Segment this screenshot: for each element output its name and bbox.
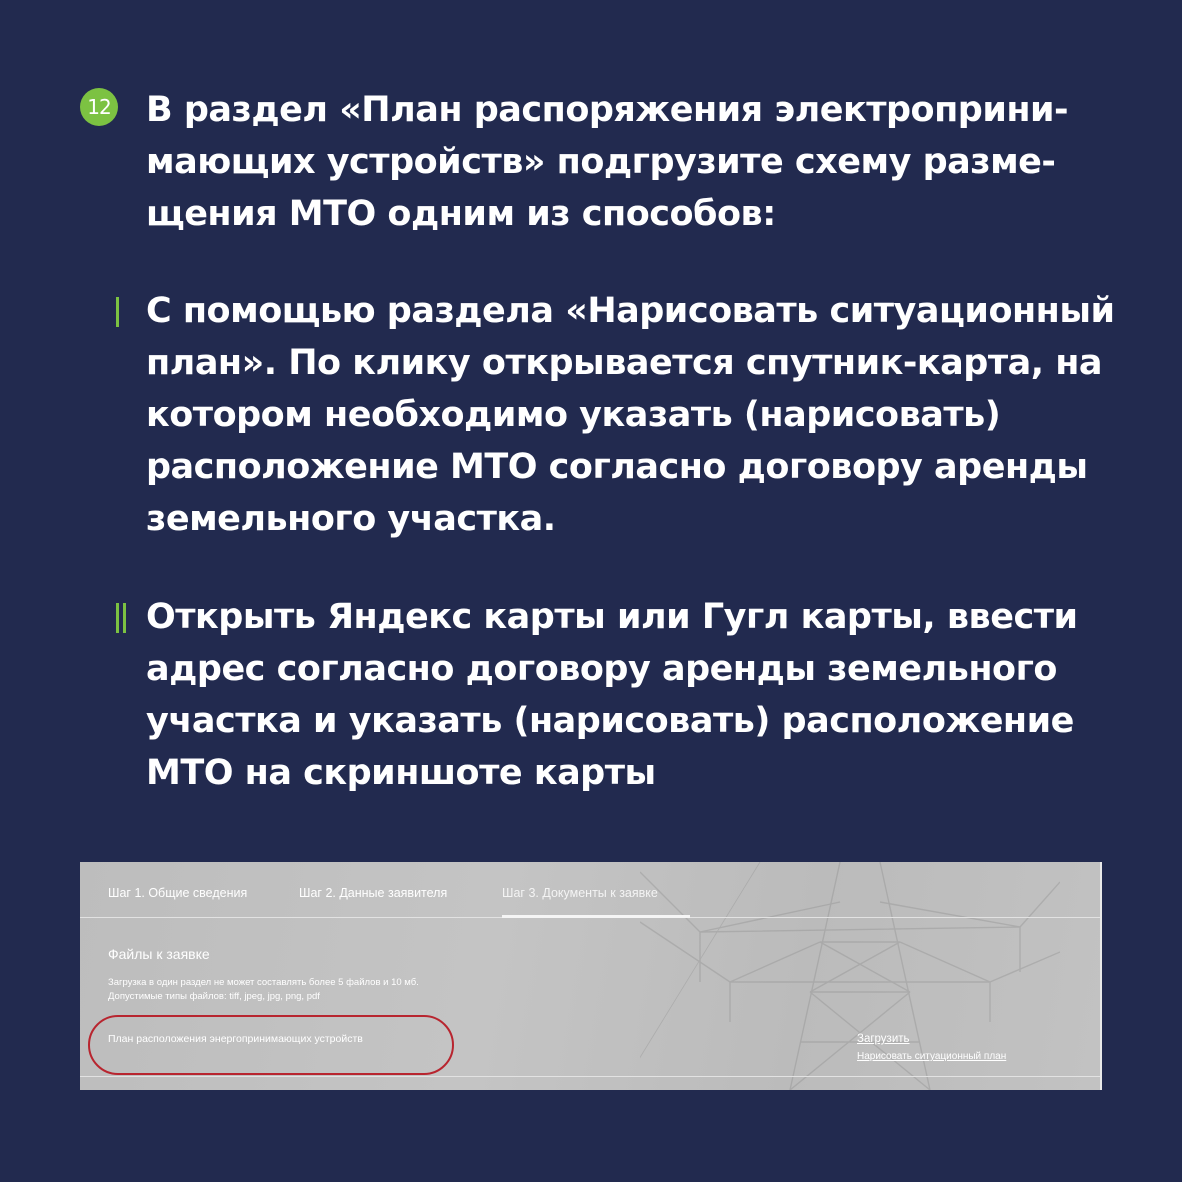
upload-link[interactable]: Загрузить [857,1033,910,1045]
step-title: В раздел «План распоряжения электроприни-мающих устройств» подгрузите схему разме-щения МТО одним из способов: [146,90,1069,234]
highlight-oval [88,1015,454,1075]
roman-two-marker-icon [116,603,126,633]
active-tab-indicator [502,915,690,918]
files-section-title: Файлы к заявке [108,946,210,962]
application-form-screenshot [80,862,1102,1090]
files-limit-note: Загрузка в один раздел не может составлять более 5 файлов и 10 мб. [108,977,419,988]
tab-step-2[interactable]: Шаг 2. Данные заявителя [299,886,448,900]
divider [80,1076,1102,1077]
roman-one-marker-icon [116,297,119,327]
option-1-text: С помощью раздела «Нарисовать ситуационный план». По клику открывается спутник-карта, на котором необходимо указать (нарисовать) расположение МТО согласно договору аренды земельного участка. [146,291,1115,539]
file-types-note: Допустимые типы файлов: tiff, jpeg, jpg, png, pdf [108,991,320,1002]
step-number-badge: 12 [80,88,118,126]
tab-step-3[interactable]: Шаг 3. Документы к заявке [502,886,658,900]
option-2-text: Открыть Яндекс карты или Гугл карты, ввести адрес согласно договору аренды земельного участка и указать (нарисовать) расположение МТО на скриншоте карты [146,597,1078,793]
tab-step-1[interactable]: Шаг 1. Общие сведения [108,886,248,900]
panel-edge [1100,862,1102,1090]
draw-situational-plan-link[interactable]: Нарисовать ситуационный план [857,1051,1007,1062]
plan-section-label: План расположения энергопринимающих устройств [108,1033,363,1045]
step-tabs [80,862,1102,918]
